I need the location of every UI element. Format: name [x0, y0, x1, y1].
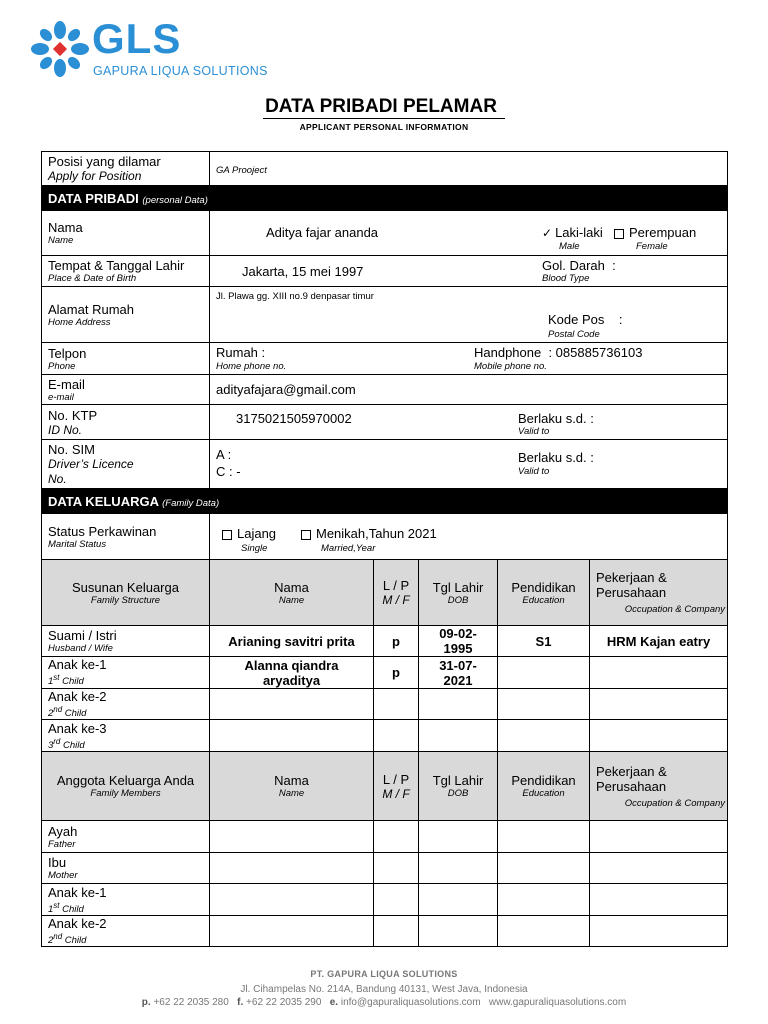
gender-female-option[interactable]: Perempuan: [614, 225, 696, 240]
blood-type-label: Gol. Darah :: [542, 258, 616, 273]
footer-fax: +62 22 2035 290: [246, 997, 322, 1008]
sim-c-label[interactable]: C : -: [216, 464, 241, 479]
footer-contacts: p. +62 22 2035 280 f. +62 22 2035 290 e. info@gapuraliquasolutions.com www.gapuraliquasolutions.com: [141, 997, 627, 1008]
family-structure-header: Susunan Keluarga Family Structure Nama Name L / P M / F Tgl Lahir DOB Pendidikan Education Pekerjaan & Perusahaan Occupation & Company: [42, 560, 728, 626]
table-row: Anak ke-2 2nd Child: [42, 689, 728, 720]
check-icon: ✓: [542, 226, 553, 240]
checkbox-icon: [222, 530, 232, 540]
company-name: GAPURA LIQUA SOLUTIONS: [93, 64, 268, 78]
table-row: Anak ke-1 1st Child: [42, 884, 728, 916]
position-row: [42, 152, 728, 186]
ktp-valid-label: Berlaku s.d. :: [518, 411, 594, 426]
birth-label: Tempat & Tanggal Lahir: [48, 258, 185, 273]
address-value[interactable]: Jl. Plawa gg. XIII no.9 denpasar timur: [216, 291, 374, 302]
applicant-form: [41, 151, 728, 947]
page-subtitle: APPLICANT PERSONAL INFORMATION: [299, 122, 469, 132]
footer-company: PT. GAPURA LIQUA SOLUTIONS: [310, 969, 458, 979]
page-title: DATA PRIBADI PELAMAR: [0, 96, 768, 118]
name-label: Nama: [48, 220, 83, 235]
table-row: Anak ke-3 3rd Child: [42, 720, 728, 752]
name-value[interactable]: Aditya fajar ananda: [266, 225, 379, 240]
address-row: Alamat Rumah Home Address Jl. Plawa gg. XIII no.9 denpasar timur Kode Pos : Postal Code: [42, 287, 728, 343]
phone-label: Telpon: [48, 345, 87, 361]
footer-address: Jl. Cihampelas No. 214A, Bandung 40131, West Java, Indonesia: [240, 984, 528, 995]
address-label: Alamat Rumah: [48, 301, 134, 317]
birth-row: Tempat & Tanggal Lahir Place & Date of Birth Jakarta, 15 mei 1997 Gol. Darah : Blood Type: [42, 256, 728, 287]
sim-row: No. SIM Driver’s Licence No. A : C : - Berlaku s.d. : Valid to: [42, 440, 728, 489]
ktp-row: No. KTP ID No. 3175021505970002 Berlaku s.d. : Valid to: [42, 405, 728, 440]
postal-code-label: Kode Pos :: [548, 312, 623, 327]
phone-row: Telpon Phone Rumah : Home phone no. Handphone : 085885736103 Mobile phone no.: [42, 343, 728, 375]
footer-email[interactable]: info@gapuraliquasolutions.com: [340, 997, 481, 1008]
ktp-label: No. KTP: [48, 407, 98, 423]
table-row: Ayah Father: [42, 821, 728, 853]
footer-phone: +62 22 2035 280: [153, 997, 229, 1008]
sim-label: No. SIM: [48, 442, 95, 457]
name-row: Nama Name Aditya fajar ananda ✓ Laki-laki Male Perempuan Female: [42, 211, 728, 256]
company-logo-icon: [30, 20, 90, 78]
sim-valid-label: Berlaku s.d. :: [518, 450, 594, 465]
birth-value[interactable]: Jakarta, 15 mei 1997: [242, 264, 364, 279]
checkbox-icon: [301, 530, 311, 540]
email-value[interactable]: adityafajara@gmail.com: [216, 382, 356, 397]
sim-a-label[interactable]: A :: [216, 447, 232, 462]
family-members-header: Anggota Keluarga Anda Family Members Nama Name L / P M / F Tgl Lahir DOB Pendidikan Education Pekerjaan & Perusahaan Occupation & Company: [42, 752, 728, 821]
position-value[interactable]: GA Prooject: [216, 165, 267, 176]
mobile-phone-label[interactable]: Handphone : 085885736103: [474, 345, 643, 360]
logo-text: GLS: [92, 15, 182, 62]
home-phone-label[interactable]: Rumah :: [216, 345, 266, 360]
ktp-value[interactable]: 3175021505970002: [236, 411, 352, 426]
email-label: E-mail: [48, 376, 85, 392]
position-label: Posisi yang dilamar: [48, 154, 161, 169]
marital-row: Status Perkawinan Marital Status Lajang Single Menikah,Tahun 2021 Married,Year: [42, 514, 728, 560]
table-row: Anak ke-2 2nd Child: [42, 916, 728, 947]
table-row: Ibu Mother: [42, 853, 728, 884]
checkbox-icon: [614, 229, 624, 239]
marital-label: Status Perkawinan: [48, 523, 157, 539]
marital-married-option[interactable]: Menikah,Tahun 2021: [301, 526, 437, 541]
footer-website[interactable]: www.gapuraliquasolutions.com: [488, 997, 627, 1008]
personal-data-header: DATA PRIBADI (personal Data): [42, 186, 728, 211]
family-data-header: DATA KELUARGA (Family Data): [42, 489, 728, 514]
table-row: Suami / Istri Husband / Wife Arianing savitri prita p 09-02-1995 S1 HRM Kajan eatry: [42, 626, 728, 657]
position-label-en: Apply for Position: [48, 169, 142, 183]
gender-male-option[interactable]: ✓ Laki-laki: [542, 225, 603, 240]
table-row: Anak ke-1 1st Child Alanna qiandra aryaditya p 31-07-2021: [42, 657, 728, 689]
marital-single-option[interactable]: Lajang: [222, 526, 276, 541]
email-row: E-mail e-mail adityafajara@gmail.com: [42, 375, 728, 405]
